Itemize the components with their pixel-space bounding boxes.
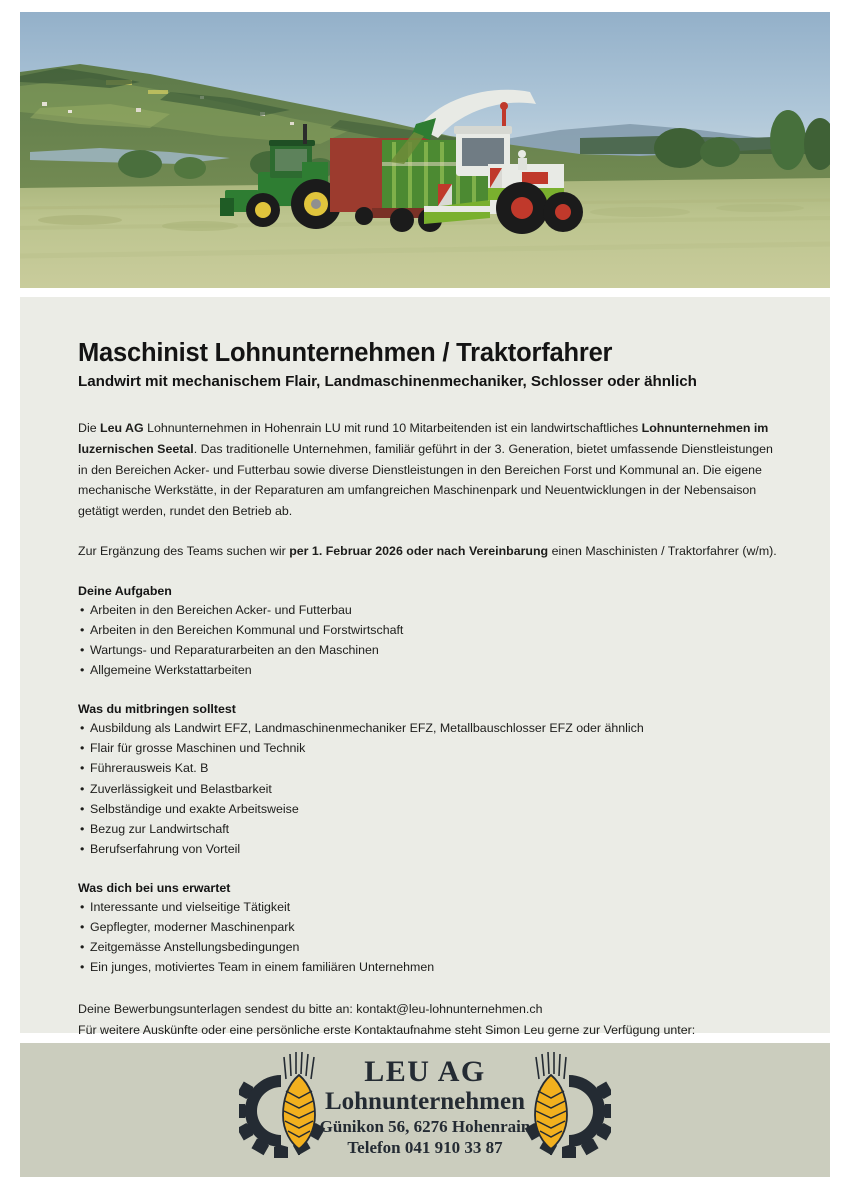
- list-item: [78, 620, 778, 640]
- list-item: [78, 718, 778, 738]
- bullet-icon: •: [80, 801, 85, 816]
- bullet-icon: •: [80, 602, 85, 617]
- bullet-icon: •: [80, 841, 85, 856]
- job-title: Maschinist Lohnunternehmen / Traktorfahrer: [78, 339, 613, 367]
- list-item-label: Arbeiten in den Bereichen Acker- und Futterbau: [90, 602, 352, 617]
- list-item-label: Gepflegter, moderner Maschinenpark: [90, 920, 295, 934]
- list-item-label: Berufserfahrung von Vorteil: [90, 841, 241, 856]
- bullet-icon: •: [80, 663, 85, 678]
- bullet-icon: •: [80, 622, 85, 637]
- logo-phone: Telefon 041 910 33 87: [347, 1138, 503, 1157]
- list-item: [78, 897, 778, 917]
- company-logo: [239, 1051, 611, 1169]
- list-item: [78, 600, 778, 620]
- bullet-icon: •: [80, 721, 85, 736]
- intro-bold-company: Leu AG: [100, 421, 144, 436]
- section-tasks: [78, 584, 778, 680]
- intro-text-3: . Das traditionelle Unternehmen, familiär geführt in der 3. Generation, bietet umfassende Dienstleistungen in den Bereichen Acker- und Futterbau sowie diverse Dienstleistungen in den Bereichen Forst und Kommunal an. Die eigene mechanische Werkstätte, in der Reparaturen am umfangreichen Maschinenpark und Neuentwicklungen in der Nebensaison getätigt werden, rundet den Betrieb ab.: [78, 441, 773, 518]
- bullet-icon: •: [80, 781, 85, 796]
- logo-address: Günikon 56, 6276 Hohenrain: [319, 1117, 531, 1136]
- section-tasks-heading: Deine Aufgaben: [78, 583, 172, 598]
- intro-text-2: Lohnunternehmen in Hohenrain LU mit rund 10 Mitarbeitenden ist ein landwirtschaftliches: [143, 421, 642, 436]
- vacancy-paragraph: [78, 541, 778, 562]
- list-item-label: Zuverlässigkeit und Belastbarkeit: [90, 781, 272, 796]
- list-item: [78, 738, 778, 758]
- list-item-label: Ein junges, motiviertes Team in einem familiären Unternehmen: [90, 960, 435, 975]
- section-requirements-heading: Was du mitbringen solltest: [78, 702, 236, 717]
- list-item-label: Zeitgemässe Anstellungsbedingungen: [90, 940, 300, 955]
- bullet-icon: •: [80, 960, 85, 975]
- list-item: [78, 957, 778, 977]
- intro-text-1: Die: [78, 421, 101, 436]
- list-item: [78, 758, 778, 778]
- list-item: [78, 640, 778, 660]
- hero-photo: [20, 12, 830, 288]
- bullet-icon: •: [80, 741, 85, 756]
- list-item-label: Führerausweis Kat. B: [90, 761, 209, 776]
- list-item-label: Wartungs- und Reparaturarbeiten an den Maschinen: [90, 643, 379, 658]
- list-item: [78, 660, 778, 680]
- bullet-icon: •: [80, 940, 85, 955]
- vacancy-bold-date: per 1. Februar 2026 oder nach Vereinbarung: [289, 544, 549, 559]
- list-item: [78, 839, 778, 859]
- bullet-icon: •: [80, 920, 85, 934]
- list-item-label: Arbeiten in den Bereichen Kommunal und Forstwirtschaft: [90, 622, 404, 637]
- section-benefits: [78, 881, 778, 977]
- logo-company-name: LEU AG: [364, 1055, 486, 1088]
- bullet-icon: •: [80, 643, 85, 658]
- list-item: [78, 799, 778, 819]
- list-item: [78, 937, 778, 957]
- list-item: [78, 779, 778, 799]
- list-item-label: Flair für grosse Maschinen und Technik: [90, 741, 306, 756]
- logo-business-type: Lohnunternehmen: [324, 1088, 526, 1115]
- contact-person-line: Für weitere Auskünfte oder eine persönliche erste Kontaktaufnahme steht Simon Leu gerne zur Verfügung unter:: [78, 1022, 696, 1037]
- vacancy-text-2: einen Maschinisten / Traktorfahrer (w/m).: [548, 544, 777, 559]
- company-intro-paragraph: [78, 418, 778, 521]
- bullet-icon: •: [80, 821, 85, 836]
- bullet-icon: •: [80, 899, 85, 914]
- list-item-label: Interessante und vielseitige Tätigkeit: [90, 899, 291, 914]
- section-benefits-heading: Was dich bei uns erwartet: [78, 880, 231, 895]
- contact-email-line: Deine Bewerbungsunterlagen sendest du bitte an: kontakt@leu-lohnunternehmen.ch: [78, 1002, 543, 1017]
- section-requirements: [78, 702, 778, 859]
- job-content-panel: [20, 297, 830, 1037]
- bullet-icon: •: [80, 761, 85, 776]
- list-item: [78, 917, 778, 937]
- list-item-label: Bezug zur Landwirtschaft: [90, 821, 230, 836]
- list-item: [78, 819, 778, 839]
- farm-field-illustration: [20, 12, 830, 288]
- wheat-icon-right: [535, 1052, 567, 1155]
- list-item-label: Selbständige und exakte Arbeitsweise: [90, 801, 299, 816]
- wheat-icon-left: [283, 1052, 315, 1155]
- list-item-label: Allgemeine Werkstattarbeiten: [90, 663, 252, 678]
- intro-bold-business: Lohnunternehmen im luzernischen Seetal: [78, 421, 769, 456]
- list-item-label: Ausbildung als Landwirt EFZ, Landmaschinenmechaniker EFZ, Metallbauschlosser EFZ oder ähnlich: [90, 721, 644, 736]
- footer-logo-band: [20, 1043, 830, 1177]
- job-subtitle: Landwirt mit mechanischem Flair, Landmaschinenmechaniker, Schlosser oder ähnlich: [78, 373, 697, 391]
- vacancy-text-1: Zur Ergänzung des Teams suchen wir: [78, 544, 290, 559]
- leu-ag-logo-graphic: [239, 1051, 611, 1169]
